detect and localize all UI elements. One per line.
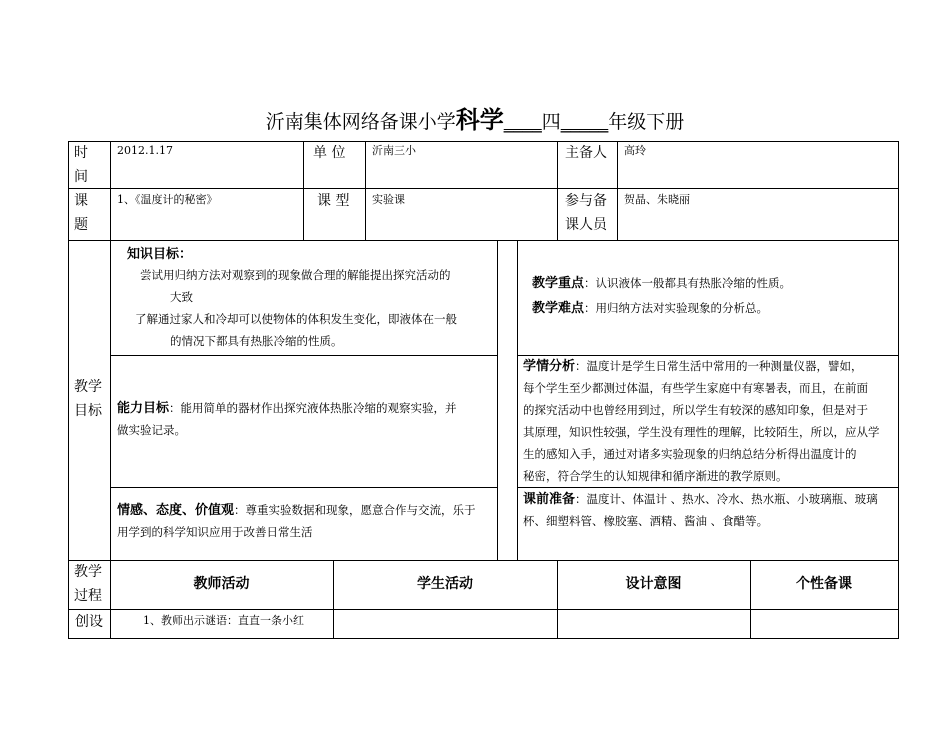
knowledge-goal-line: 大致 [170,290,193,304]
unit-label: 单 位 [313,145,346,161]
learner-analysis-line: 每个学生至少都测过体温，有些学生家庭中有寒暑表，而且，在前面 [523,381,868,395]
page-title: 沂南集体网络备课小学科学____四_____年级下册 [265,106,685,134]
ability-goal: 能力目标：能用简单的器材作出探究液体热胀冷缩的观察实验，并 [117,401,457,416]
header-personal-prep: 个性备课 [796,576,852,592]
key-point: 教学重点：认识液体一般都具有热胀冷缩的性质。 [532,276,792,291]
learner-analysis-line: 秘密，符合学生的认知规律和循序渐进的教学原则。 [523,469,788,483]
goals-label: 教学 目标 [74,379,102,419]
knowledge-goal-line: 了解通过家人和冷却可以使物体的体积发生变化，即液体在一般 [135,312,457,326]
difficulty-point: 教学难点：用归纳方法对实验现象的分析总。 [532,301,769,316]
class-preparation-line: 杯、细塑料管、橡胶塞、酒精、酱油 、食醋等。 [523,514,769,528]
time-label: 时 间 [74,145,88,185]
process-row-teacher: 1、教师出示谜语：直直一条小红 [143,614,304,627]
participants-value: 贺晶、朱晓丽 [624,193,690,206]
emotion-goal-line: 用学到的科学知识应用于改善日常生活 [117,525,313,539]
knowledge-goal-title: 知识目标： [127,247,193,262]
knowledge-goal-line: 尝试用归纳方法对观察到的现象做合理的解能提出探究活动的 [140,268,451,282]
participants-label: 参与备 课人员 [565,193,607,233]
unit-value: 沂南三小 [372,144,416,157]
grade: 四 [541,111,561,133]
learner-analysis-line: 其原理，知识性较强，学生没有理性的理解，比较陌生，所以，应从学 [523,425,880,439]
topic-value: 1、《温度计的秘密》 [117,193,218,206]
learner-analysis-line: 的探究活动中也曾经用到过，所以学生有较深的感知印象，但是对于 [523,403,868,417]
main-prep-value: 高玲 [624,144,646,157]
header-teacher-activity: 教师活动 [193,576,250,592]
process-row-label: 创设 [75,614,103,630]
type-label: 课 型 [317,193,350,209]
class-preparation: 课前准备：温度计、体温计 、热水、冷水、热水瓶、小玻璃瓶、玻璃 [523,492,878,507]
learner-analysis-line: 生的感知入手，通过对诸多实验现象的归纳总结分析得出温度计的 [523,447,857,461]
subject: 科学 [455,106,504,134]
topic-label: 课 题 [74,193,88,233]
type-value: 实验课 [372,193,405,206]
header-design-intent: 设计意图 [625,576,682,592]
knowledge-goal-line: 的情况下都具有热胀冷缩的性质。 [170,334,343,348]
emotion-goal: 情感、态度、价值观：尊重实验数据和现象，愿意合作与交流，乐于 [117,503,476,518]
process-label: 教学 过程 [74,564,102,604]
main-prep-label: 主备人 [565,145,607,161]
header-student-activity: 学生活动 [417,576,473,592]
time-value: 2012.1.17 [117,144,173,157]
ability-goal-line: 做实验记录。 [117,423,186,437]
learner-analysis: 学情分析：温度计是学生日常生活中常用的一种测量仪器，譬如， [523,359,863,374]
